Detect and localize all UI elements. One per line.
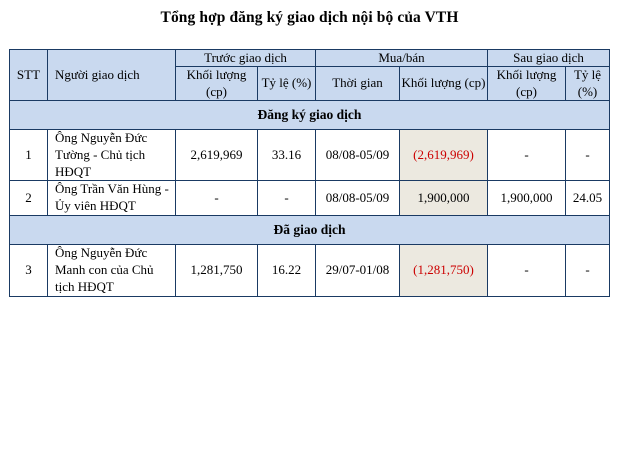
cell-before-volume: - bbox=[175, 181, 257, 216]
column-header-trade: Mua/bán bbox=[315, 50, 487, 67]
cell-stt: 1 bbox=[9, 129, 47, 181]
cell-trade-time: 08/08-05/09 bbox=[315, 181, 399, 216]
table-header bbox=[9, 50, 609, 101]
cell-after-volume: 1,900,000 bbox=[487, 181, 565, 216]
column-header-person: Người giao dịch bbox=[47, 50, 175, 101]
column-header-trade-volume: Khối lượng (cp) bbox=[399, 67, 487, 101]
column-header-before-volume: Khối lượng (cp) bbox=[175, 67, 257, 101]
cell-before-volume: 1,281,750 bbox=[175, 245, 257, 297]
cell-after-ratio: - bbox=[565, 129, 609, 181]
section-title: Đã giao dịch bbox=[9, 216, 609, 245]
cell-stt: 2 bbox=[9, 181, 47, 216]
cell-after-ratio: 24.05 bbox=[565, 181, 609, 216]
cell-person: Ông Nguyễn Đức Manh con của Chủ tịch HĐQT bbox=[47, 245, 175, 297]
cell-before-ratio: 16.22 bbox=[257, 245, 315, 297]
cell-after-volume: - bbox=[487, 129, 565, 181]
section-header-row bbox=[9, 216, 609, 245]
column-header-stt: STT bbox=[9, 50, 47, 101]
cell-trade-time: 08/08-05/09 bbox=[315, 129, 399, 181]
section-title: Đăng ký giao dịch bbox=[9, 100, 609, 129]
column-header-after-volume: Khối lượng (cp) bbox=[487, 67, 565, 101]
cell-trade-volume: 1,900,000 bbox=[399, 181, 487, 216]
cell-before-volume: 2,619,969 bbox=[175, 129, 257, 181]
column-header-before-ratio: Tỷ lệ (%) bbox=[257, 67, 315, 101]
table-body bbox=[9, 100, 609, 296]
section-header-row bbox=[9, 100, 609, 129]
cell-after-volume: - bbox=[487, 245, 565, 297]
column-header-after-ratio: Tỷ lệ (%) bbox=[565, 67, 609, 101]
page-title: Tổng hợp đăng ký giao dịch nội bộ của VTH bbox=[160, 9, 459, 26]
internal-trading-table bbox=[9, 49, 610, 297]
cell-before-ratio: 33.16 bbox=[257, 129, 315, 181]
cell-trade-volume: (1,281,750) bbox=[399, 245, 487, 297]
column-header-after: Sau giao dịch bbox=[487, 50, 609, 67]
cell-after-ratio: - bbox=[565, 245, 609, 297]
cell-trade-time: 29/07-01/08 bbox=[315, 245, 399, 297]
column-header-before: Trước giao dịch bbox=[175, 50, 315, 67]
cell-trade-volume: (2,619,969) bbox=[399, 129, 487, 181]
table-row bbox=[9, 181, 609, 216]
cell-before-ratio: - bbox=[257, 181, 315, 216]
cell-person: Ông Nguyễn Đức Tường - Chủ tịch HĐQT bbox=[47, 129, 175, 181]
table-header-group-row bbox=[9, 50, 609, 67]
table-row bbox=[9, 129, 609, 181]
column-header-trade-time: Thời gian bbox=[315, 67, 399, 101]
cell-person: Ông Trần Văn Hùng - Ủy viên HĐQT bbox=[47, 181, 175, 216]
table-row bbox=[9, 245, 609, 297]
cell-stt: 3 bbox=[9, 245, 47, 297]
